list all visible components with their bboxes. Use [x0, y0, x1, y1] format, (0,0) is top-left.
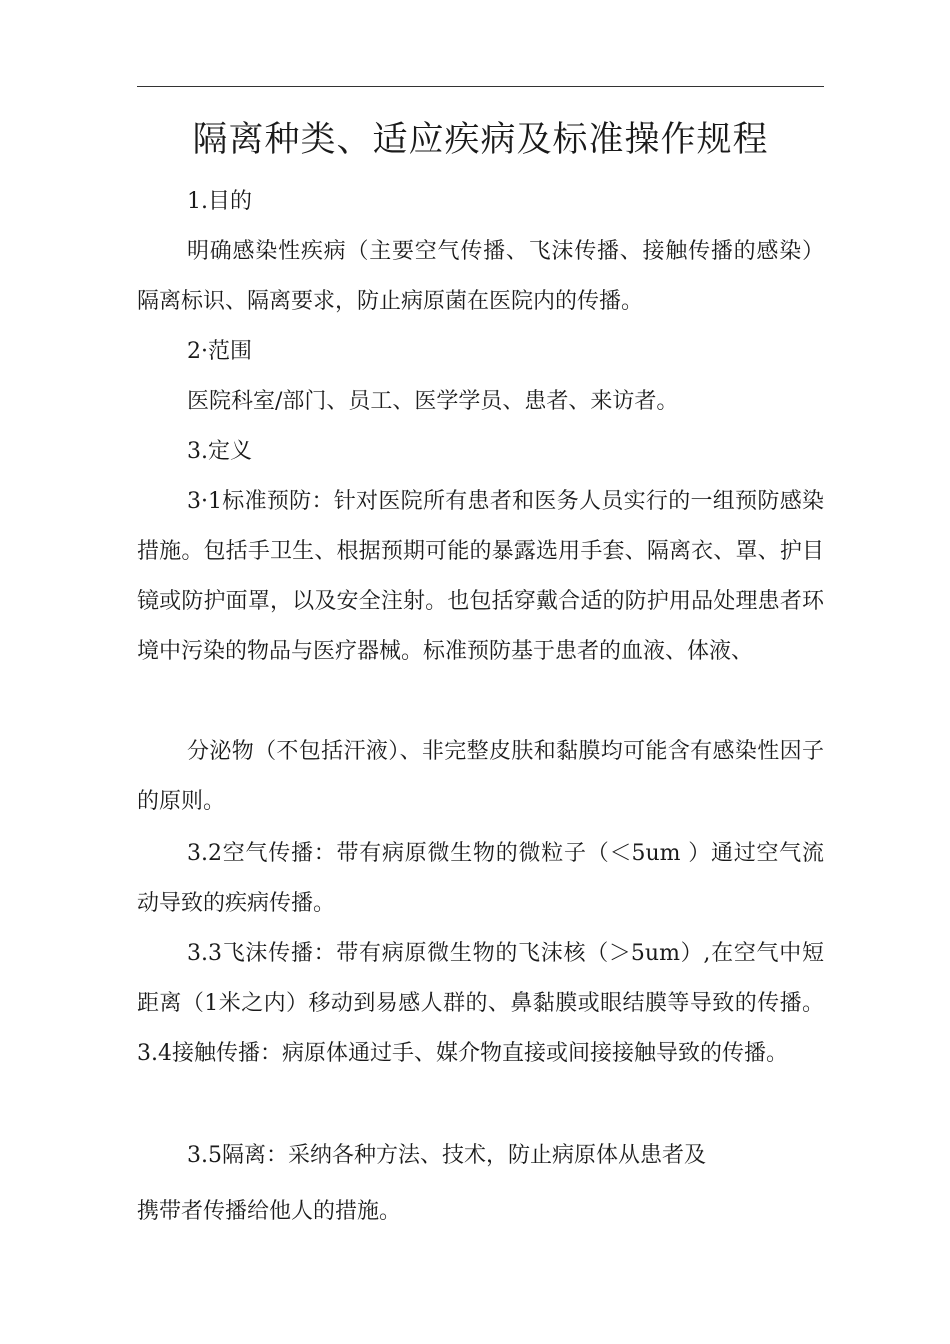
scope-paragraph: 医院科室/部门、员工、医学学员、患者、来访者。 — [187, 389, 679, 414]
definition-airborne: 3.2空气传播：带有病原微生物的微粒子（＜5um ）通过空气流动导致的疾病传播。 — [137, 841, 824, 916]
definition-isolation-continued: 携带者传播给他人的措施。 — [137, 1199, 402, 1224]
purpose-paragraph: 明确感染性疾病（主要空气传播、飞沫传播、接触传播的感染）隔离标识、隔离要求，防止病原菌在医院内的传播。 — [137, 239, 824, 314]
section-scope-heading: 2·范围 — [187, 339, 252, 364]
definition-isolation: 3.5隔离：采纳各种方法、技术，防止病原体从患者及 — [187, 1143, 706, 1168]
definition-standard-precautions: 3·1标准预防：针对医院所有患者和医务人员实行的一组预防感染措施。包括手卫生、根据预期可能的暴露选用手套、隔离衣、罩、护目镜或防护面罩，以及安全注射。也包括穿戴合适的防护用品处理患者环境中污染的物品与医疗器械。标准预防基于患者的血液、体液、 — [137, 489, 824, 664]
definition-standard-precautions-continued: 分泌物（不包括汗液）、非完整皮肤和黏膜均可能含有感染性因子的原则。 — [137, 739, 824, 814]
document-title: 隔离种类、适应疾病及标准操作规程 — [192, 120, 769, 160]
definition-droplet-and-contact: 3.3飞沫传播：带有病原微生物的飞沫核（＞5um）,在空气中短距离（1米之内）移动到易感人群的、鼻黏膜或眼结膜等导致的传播。3.4接触传播：病原体通过手、媒介物直接或间接接触导致的传播。 — [137, 941, 824, 1066]
section-definitions-heading: 3.定义 — [187, 439, 252, 464]
header-rule — [137, 86, 824, 87]
section-purpose-heading: 1.目的 — [187, 189, 252, 214]
